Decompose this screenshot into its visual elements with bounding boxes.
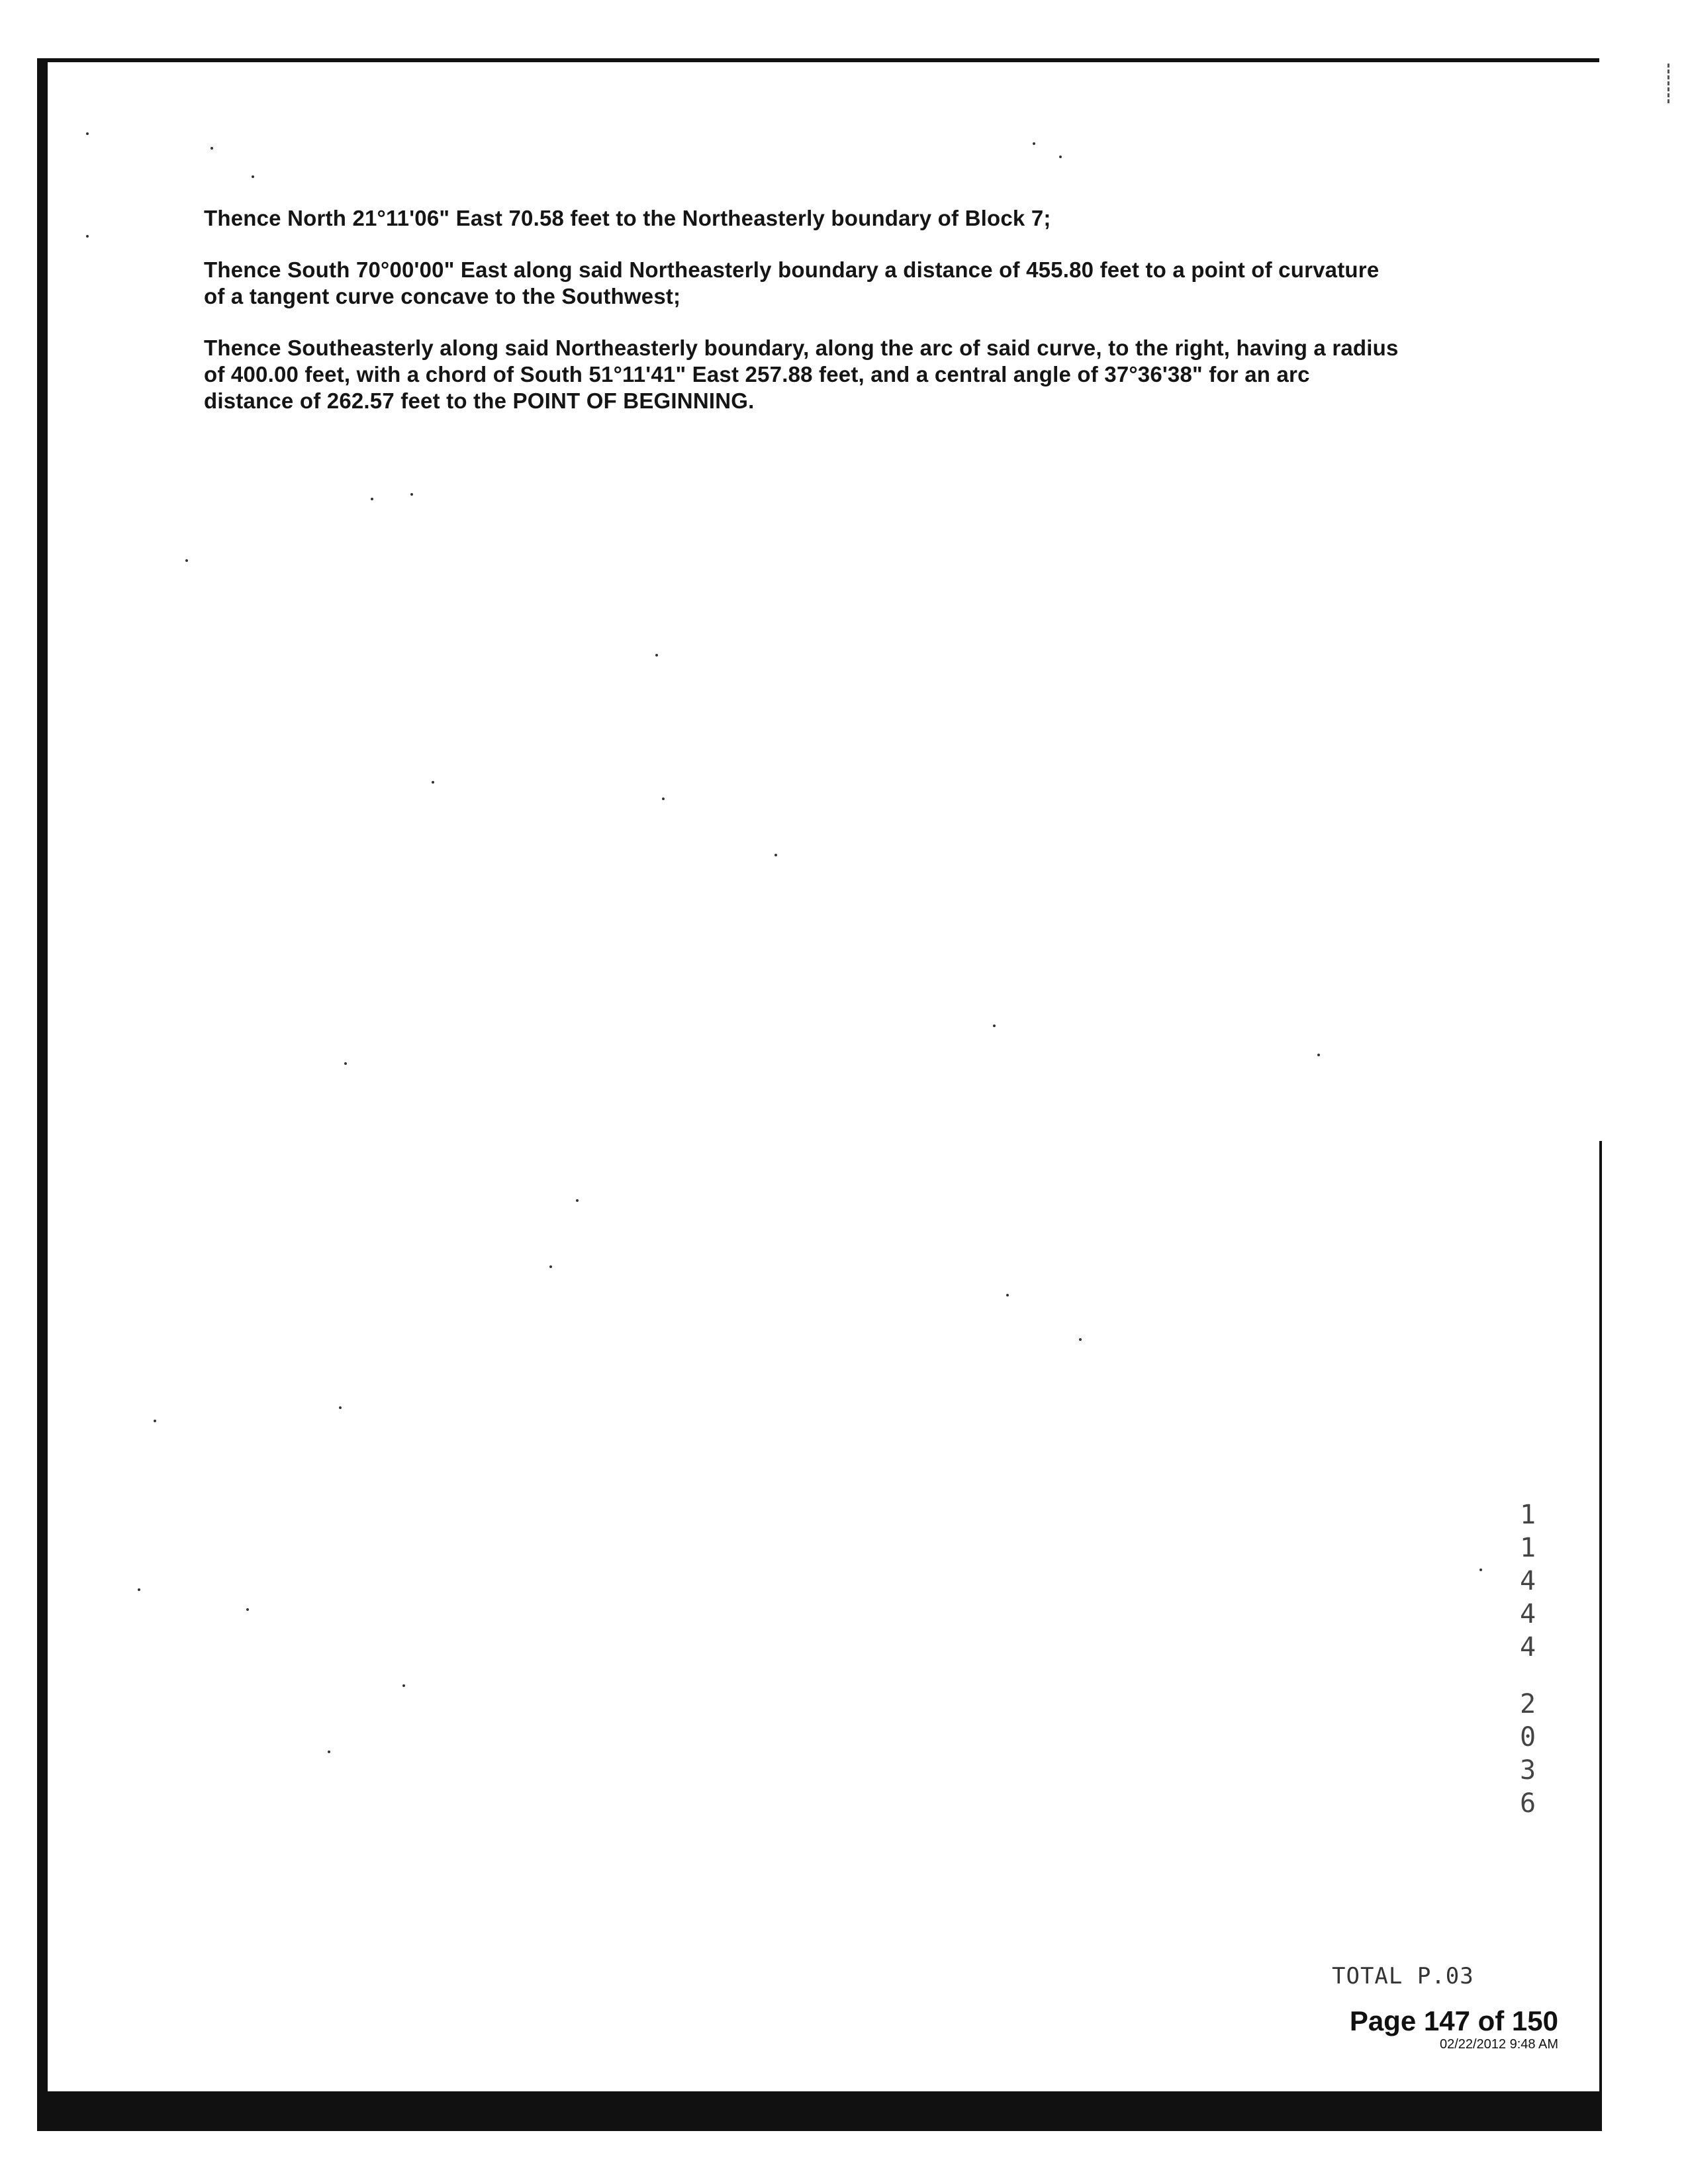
scan-speck (344, 1062, 347, 1065)
stamp-group-second (1515, 1688, 1541, 1820)
stamp-digit: 3 (1519, 1755, 1536, 1786)
scan-speck (371, 498, 373, 500)
scan-speck (774, 854, 777, 856)
scan-speck (154, 1420, 156, 1422)
stamp-digit: 4 (1519, 1566, 1536, 1596)
legal-description (204, 205, 1402, 439)
scan-speck (138, 1588, 140, 1591)
scan-speck (1059, 156, 1062, 158)
scan-speck (1006, 1294, 1009, 1297)
scan-speck (576, 1199, 579, 1202)
scan-speck (993, 1024, 996, 1027)
scan-speck (410, 493, 413, 496)
top-border-line (37, 58, 1599, 62)
scan-speck (1479, 1569, 1482, 1571)
scan-speck (402, 1684, 405, 1687)
scan-speck (246, 1608, 249, 1611)
document-stamp-number (1515, 1498, 1541, 1820)
scan-speck (1079, 1338, 1082, 1341)
scan-speck (655, 654, 658, 657)
page-number: Page 147 of 150 (1349, 2005, 1558, 2036)
scan-speck (185, 559, 188, 562)
stamp-digit: 2 (1519, 1689, 1536, 1719)
stamp-digit: 1 (1519, 1533, 1536, 1563)
stamp-digit: 4 (1519, 1632, 1536, 1662)
recording-timestamp: 02/22/2012 9:48 AM (1439, 2037, 1558, 2052)
legal-paragraph: Thence North 21°11'06" East 70.58 feet to the Northeasterly boundary of Block 7; (204, 206, 1051, 230)
scan-speck (339, 1406, 342, 1409)
stamp-digit: 0 (1519, 1722, 1536, 1752)
scan-speck (252, 175, 254, 178)
stamp-digit: 6 (1519, 1788, 1536, 1819)
scan-speck (1317, 1054, 1320, 1056)
scan-speck (328, 1751, 330, 1753)
stamp-digit: 1 (1519, 1500, 1536, 1530)
stamp-digit: 4 (1519, 1599, 1536, 1629)
scan-speck (549, 1265, 552, 1268)
scan-speck (211, 147, 213, 150)
scan-speck (432, 781, 434, 784)
scan-speck (86, 235, 89, 238)
fax-page-total: TOTAL P.03 (1332, 1963, 1474, 1989)
stamp-group-first (1515, 1498, 1541, 1664)
scan-speck (86, 132, 89, 135)
legal-paragraph: Thence South 70°00'00" East along said Northeasterly boundary a distance of 455.80 feet to a point of curvature of a tangent curve concave to the Southwest; (204, 257, 1380, 308)
right-border-line (1599, 1141, 1602, 2131)
scan-speck (662, 797, 665, 800)
left-border-bar (37, 58, 48, 2131)
scan-speck (1033, 142, 1035, 145)
bottom-border-bar (37, 2091, 1599, 2131)
edge-tick-marks (1667, 64, 1675, 103)
legal-paragraph: Thence Southeasterly along said Northeasterly boundary, along the arc of said curve, to the right, having a radius of 400.00 feet, with a chord of South 51°11'41" East 257.88 feet, and a central angle of 37°36'38" for an arc distance of 262.57 feet to the POINT OF BEGINNING. (204, 336, 1399, 413)
